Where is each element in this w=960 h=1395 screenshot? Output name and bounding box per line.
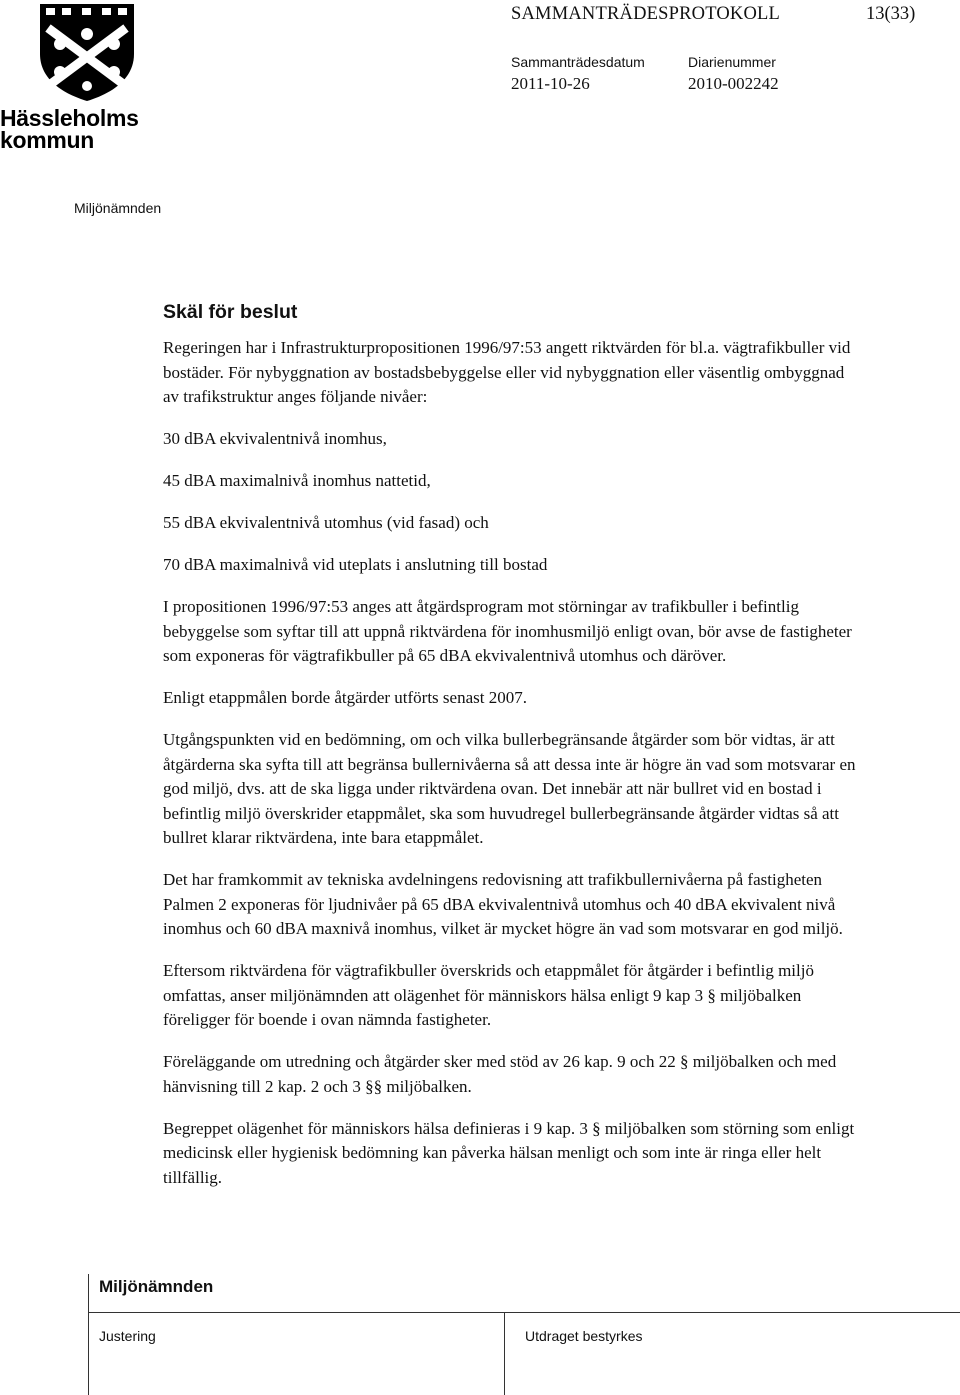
registration-number-label: Diarienummer (688, 54, 776, 70)
footer-divider-middle (504, 1312, 505, 1395)
justering-label: Justering (99, 1328, 156, 1344)
page-number: 13(33) (866, 4, 916, 24)
paragraph: 70 dBA maximalnivå vid uteplats i anslutning till bostad (163, 555, 548, 574)
paragraph: 30 dBA ekvivalentnivå inomhus, (163, 429, 387, 448)
paragraph: Begreppet olägenhet för människors hälsa definieras i 9 kap. 3 § miljöbalken som störning som enligt medicinsk eller hygienisk bedömning kan påverka hälsan menligt och som inte är ringa eller helt tillfällig. (163, 1118, 855, 1187)
paragraph: I propositionen 1996/97:53 anges att åtgärdsprogram mot störningar av trafikbuller i befintlig bebyggelse som syftar till att uppnå riktvärdena för inomhusmiljö enligt ovan, bör avse de fastigheter som exponeras för vägtrafikbuller på 65 dBA ekvivalentnivå utomhus och däröver. (163, 597, 852, 665)
registration-number-value: 2010-002242 (688, 74, 779, 93)
utdraget-bestyrkes-label: Utdraget bestyrkes (525, 1328, 643, 1344)
document-title: SAMMANTRÄDESPROTOKOLL (511, 4, 781, 24)
paragraph: Eftersom riktvärdena för vägtrafikbuller överskrids och etappmålet för åtgärder i befintlig miljö omfattas, anser miljönämnden att olägenhet för människors hälsa enligt 9 kap 3 § miljöbalken föreligger för boende i ovan nämnda fastigheter. (163, 961, 814, 1029)
logo-text-line1: Hässleholms (0, 105, 139, 131)
footer-divider-vertical (88, 1274, 89, 1395)
section-heading: Skäl för beslut (163, 301, 298, 323)
municipality-coat-of-arms (38, 2, 136, 102)
paragraph: Det har framkommit av tekniska avdelningens redovisning att trafikbullernivåerna på fastigheten Palmen 2 exponeras för ljudnivåer på 65 dBA ekvivalentnivå utomhus och 40 dBA ekvivalent nivå inomhus och 60 dBA maxnivå inomhus, vilket är mycket högre än vad som motsvarar en god miljö. (163, 870, 843, 938)
paragraph: Regeringen har i Infrastrukturpropositionen 1996/97:53 angett riktvärden för bl.a. vägtrafikbuller vid bostäder. För nybyggnation av bostadsbebyggelse eller vid nybyggnation eller väsentlig ombyggnad av trafikstruktur anges följande nivåer: (163, 338, 851, 406)
paragraph: 45 dBA maximalnivå inomhus nattetid, (163, 471, 431, 490)
paragraph: Utgångspunkten vid en bedömning, om och vilka bullerbegränsande åtgärder som bör vidtas, är att åtgärderna ska syfta till att begränsa bullernivåerna så att dessa inte är högre än vad som motsvarar en god miljö, dvs. att de ska ligga under riktvärdena ovan. Det innebär att när bullret vid en bostad i befintlig miljö överskrider etappmålet, ska som huvudregel bullerbegränsande åtgärder vidtas så att bullret klarar riktvärdena, inte bara etappmålet. (163, 730, 856, 847)
committee-name-footer: Miljönämnden (99, 1277, 214, 1296)
section-body (163, 336, 863, 1208)
meeting-date-label: Sammanträdesdatum (511, 54, 645, 70)
paragraph: 55 dBA ekvivalentnivå utomhus (vid fasad) och (163, 513, 489, 532)
meeting-date-value: 2011-10-26 (511, 74, 590, 93)
footer-divider-horizontal (88, 1312, 960, 1313)
paragraph: Föreläggande om utredning och åtgärder sker med stöd av 26 kap. 9 och 22 § miljöbalken och med hänvisning till 2 kap. 2 och 3 §§ miljöbalken. (163, 1052, 837, 1096)
committee-name-header: Miljönämnden (74, 200, 162, 216)
paragraph: Enligt etappmålen borde åtgärder utförts senast 2007. (163, 688, 527, 707)
logo-text-line2: kommun (0, 127, 95, 153)
municipality-logo-text (0, 107, 160, 151)
